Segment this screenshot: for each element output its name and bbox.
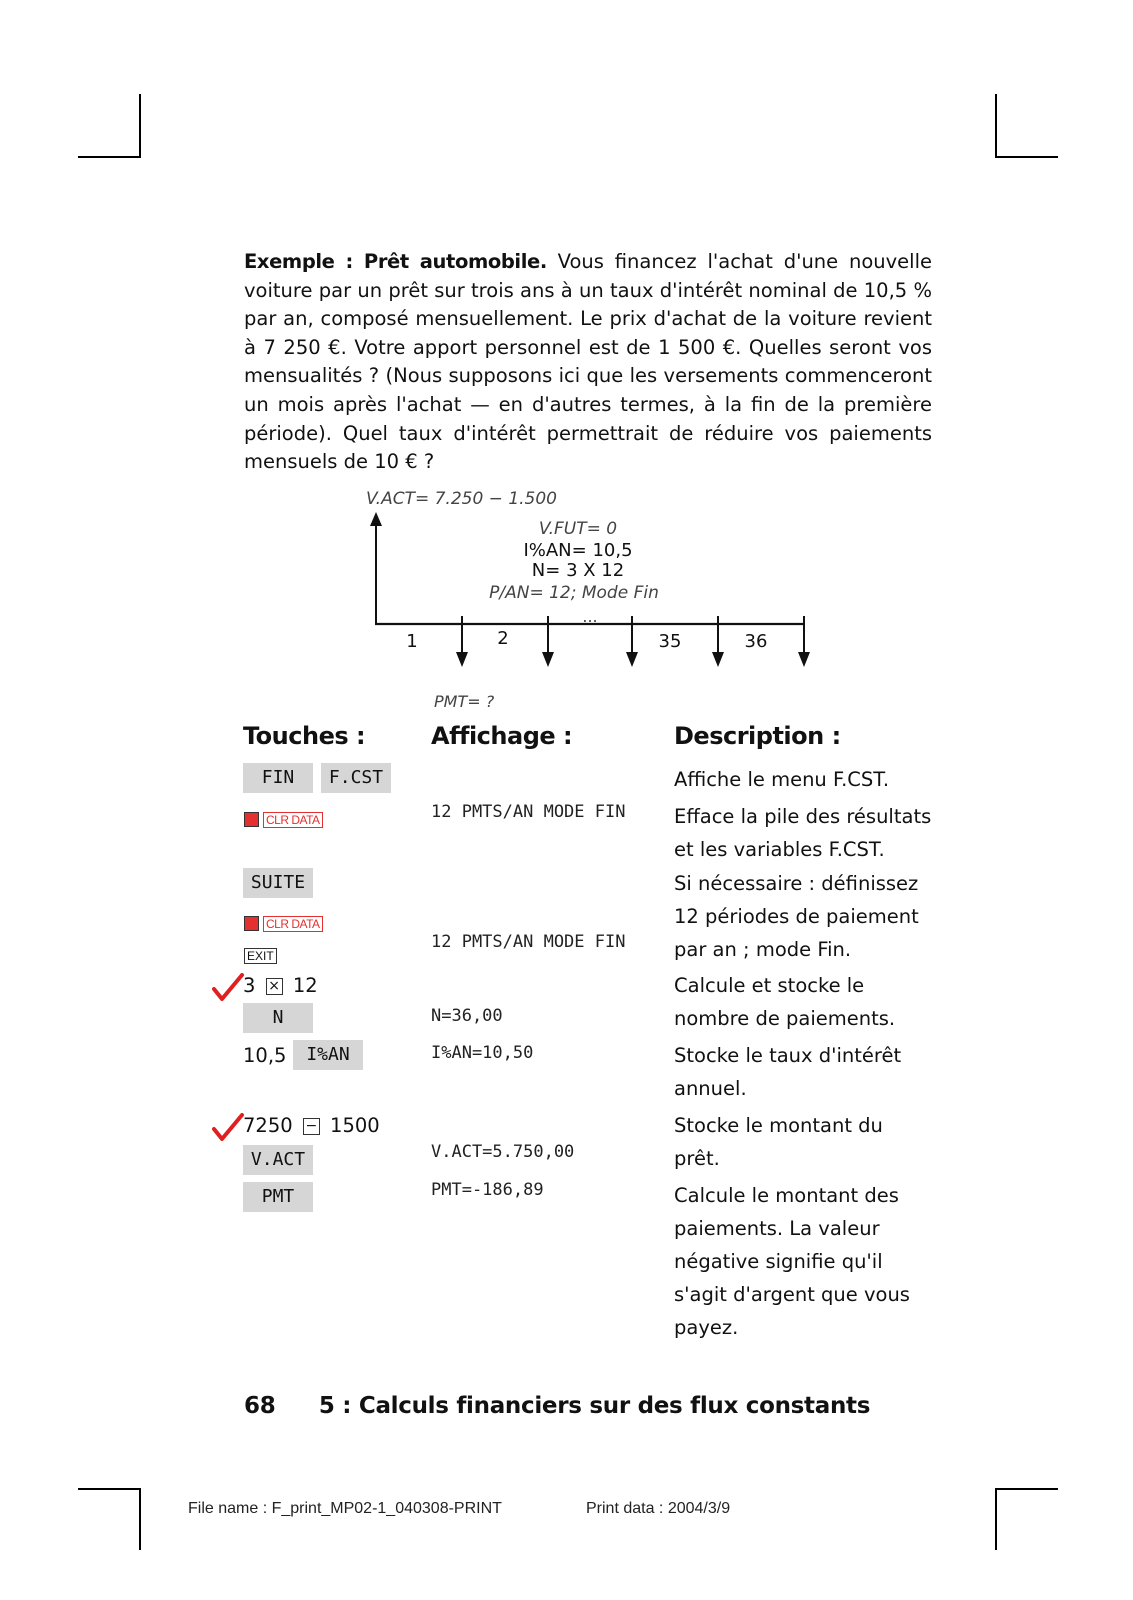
description-5: Stocke le taux d'intérêt annuel. [674, 1044, 902, 1100]
pmt-label: PMT= ? [434, 692, 495, 711]
num-3: 3 [243, 974, 256, 997]
keystroke-3x12 [243, 973, 318, 999]
pmt-key[interactable]: PMT [243, 1182, 313, 1212]
cash-flow-diagram [0, 0, 1133, 720]
num-1500: 1500 [330, 1114, 380, 1137]
example-text: Vous financez l'achat d'une nouvelle voiture par un prêt sur trois ans à un taux d'intérêt nominal de 10,5 % par an, composé mensuellement. Le prix d'achat de la voiture revient à 7 250 €. Votre apport personnel est de 1 500 €. Quelles seront vos mensualités ? (Nous supposons ici que les versements commenceront un mois après l'achat — en d'autres termes, à la fin de la première période). Quel taux d'intérêt permettrait de réduire vos paiements mensuels de 10 € ? [244, 250, 933, 474]
display-3: N=36,00 [431, 1006, 503, 1026]
display-1: 12 PMTS/AN MODE FIN [431, 802, 626, 822]
num-10-5: 10,5 [243, 1044, 287, 1067]
description-1: Affiche le menu F.CST. [674, 768, 890, 791]
crop-mark-bottom-left-v [139, 1488, 141, 1550]
shift-key-icon [244, 812, 259, 827]
description-6: Stocke le montant du prêt. [674, 1114, 883, 1170]
shift-key-icon [244, 916, 259, 931]
crop-mark-bottom-right-v [995, 1488, 997, 1550]
checkmark-icon [212, 1113, 244, 1141]
vact-key[interactable]: V.ACT [243, 1145, 313, 1175]
page-footer [244, 1393, 870, 1419]
n-label: N= 3 X 12 [531, 560, 625, 581]
display-6: PMT=-186,89 [431, 1180, 544, 1200]
clr-data-key[interactable]: CLR DATA [263, 916, 323, 932]
tick-label-2: 2 [497, 628, 509, 649]
exit-key-wrap[interactable] [244, 942, 277, 968]
tick-label-36: 36 [744, 631, 768, 652]
num-12: 12 [292, 974, 318, 997]
header-display: Affichage : [431, 722, 573, 750]
print-date: Print data : 2004/3/9 [586, 1500, 731, 1517]
minus-key[interactable]: − [303, 1118, 320, 1135]
header-keys: Touches : [243, 722, 366, 750]
num-7250: 7250 [243, 1114, 293, 1137]
description-2: Efface la pile des résultats et les variables F.CST. [674, 805, 932, 861]
crop-mark-bottom-left-h [78, 1488, 141, 1490]
times-key[interactable]: × [266, 978, 283, 995]
description-4: Calcule et stocke le nombre de paiements. [674, 974, 896, 1030]
chapter-title: 5 : Calculs financiers sur des flux constants [318, 1393, 871, 1419]
display-2: 12 PMTS/AN MODE FIN [431, 932, 626, 952]
display-4: I%AN=10,50 [431, 1043, 534, 1063]
n-key[interactable]: N [243, 1003, 313, 1033]
file-name: File name : F_print_MP02-1_040308-PRINT [188, 1500, 502, 1517]
rate-label: I%AN= 10,5 [523, 540, 633, 561]
header-description: Description : [674, 722, 841, 750]
suite-key[interactable]: SUITE [243, 868, 313, 898]
example-title: Exemple : Prêt automobile. [244, 250, 547, 273]
shift-clr-data-2[interactable] [244, 910, 323, 936]
description-7: Calcule le montant des paiements. La valeur négative signifie qu'il s'agit d'argent que vous payez. [674, 1184, 910, 1339]
crop-mark-bottom-right-h [995, 1488, 1058, 1490]
description-3: Si nécessaire : définissez 12 périodes de paiement par an ; mode Fin. [674, 872, 919, 961]
shift-clr-data-1[interactable] [244, 806, 323, 832]
exit-key[interactable]: EXIT [244, 948, 277, 964]
pv-label: V.ACT= 7.250 − 1.500 [366, 489, 558, 509]
checkmark-icon [212, 973, 244, 1001]
mode-label: P/AN= 12; Mode Fin [489, 583, 659, 603]
tick-label-35: 35 [658, 631, 682, 652]
display-5: V.ACT=5.750,00 [431, 1142, 575, 1162]
page-number: 68 [244, 1393, 276, 1419]
ian-key[interactable]: I%AN [293, 1040, 363, 1070]
clr-data-key[interactable]: CLR DATA [263, 812, 323, 828]
fv-label: V.FUT= 0 [538, 519, 618, 539]
ellipsis-label: ... [582, 607, 598, 626]
keystroke-7250-1500 [243, 1113, 380, 1139]
fcst-key[interactable]: F.CST [321, 763, 391, 793]
fin-key[interactable]: FIN [243, 763, 313, 793]
tick-label-1: 1 [406, 631, 418, 652]
